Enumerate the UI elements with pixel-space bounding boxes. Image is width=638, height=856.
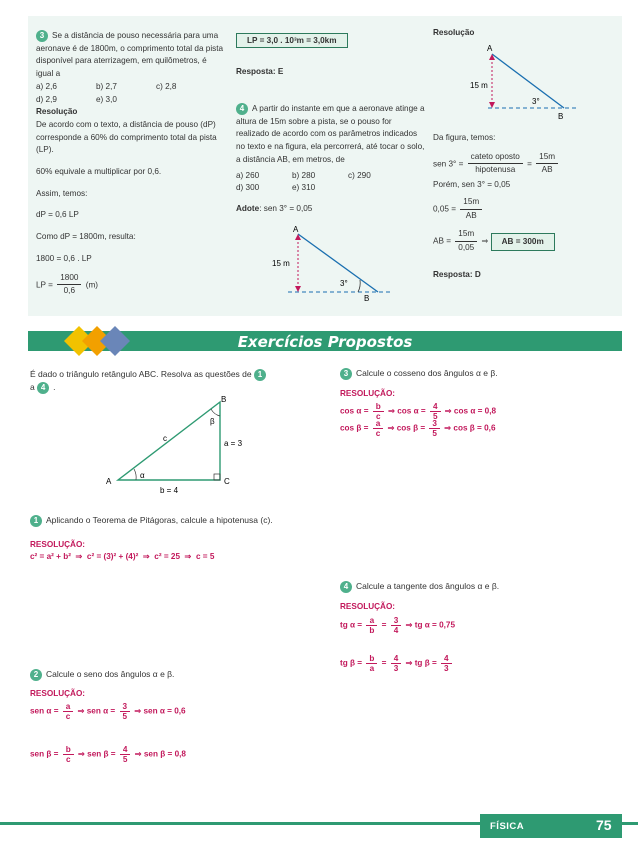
ex1-resolution-label: RESOLUÇÃO: bbox=[30, 540, 86, 549]
ex4-statement: 4 Calcule a tangente dos ângulos α e β. bbox=[340, 581, 499, 593]
q4-res-label-b: B bbox=[558, 112, 564, 121]
q4-resolution bbox=[433, 132, 613, 281]
q4-res-height-label: 15 m bbox=[470, 81, 488, 90]
ex3-beta-frac2: $\frac{3}{5}$ bbox=[429, 419, 440, 438]
q4-number-badge: 4 bbox=[236, 103, 248, 115]
ex1-number-badge: 1 bbox=[30, 515, 42, 527]
ex2-beta-frac1: $\frac{b}{c}$ bbox=[63, 745, 74, 764]
right-angle-mark bbox=[214, 474, 220, 480]
q4-res-eq1-frac2: $\frac{15m}{AB}$ bbox=[536, 151, 558, 177]
side-c-label: c bbox=[163, 434, 167, 443]
ex4-beta-frac1: $\frac{b}{a}$ bbox=[366, 654, 377, 673]
ex2-beta-line: sen β = $\frac{b}{c}$ ⇒ sen β = $\frac{4}{5}$ ⇒ sen β = 0,8 bbox=[30, 745, 186, 764]
intro-text: É dado o triângulo retângulo ABC. Resolva as questões de 1 a 4 . bbox=[30, 368, 315, 394]
ex2-number-badge: 2 bbox=[30, 669, 42, 681]
banner-title: Exercícios Propostos bbox=[237, 333, 413, 351]
vertex-a: A bbox=[106, 477, 112, 486]
q4-res-eq2-frac: $\frac{15m}{AB}$ bbox=[460, 196, 482, 222]
beta-arc bbox=[211, 409, 220, 416]
ex3-alpha-line: cos α = $\frac{b}{c}$ ⇒ cos α = $\frac{4}{5}$ ⇒ cos α = 0,8 bbox=[340, 402, 497, 421]
q4-res-eq1: sen 3° = $\frac{\text{cateto oposto}}{\text{hipotenusa}}$ = $\frac{15m}{AB}$ bbox=[433, 151, 613, 177]
diamond-blue-icon bbox=[100, 326, 130, 356]
ex2-beta-frac2: $\frac{4}{5}$ bbox=[120, 745, 131, 764]
ex2-alpha-frac2: $\frac{3}{5}$ bbox=[120, 702, 131, 721]
ex1-answer: c² = a² + b² ⇒ c² = (3)² + (4)² ⇒ c² = 25 ⇒ c = 5 bbox=[30, 552, 215, 561]
q3-text3: Assim, temos: bbox=[36, 188, 88, 198]
ex2-alpha-frac1: $\frac{a}{c}$ bbox=[63, 702, 74, 721]
q4-result-box: AB = 300m bbox=[491, 233, 555, 252]
side-b-label: b = 4 bbox=[160, 486, 179, 495]
q4-column bbox=[236, 103, 426, 216]
ex2-alpha-line: sen α = $\frac{a}{c}$ ⇒ sen α = $\frac{3}{5}$ ⇒ sen α = 0,6 bbox=[30, 702, 186, 721]
beta-label: β bbox=[210, 417, 215, 426]
q3-eq3: LP = $\frac{1800}{0,6}$ (m) bbox=[36, 272, 226, 298]
q4-res-eq3: AB = $\frac{15m}{0,05}$ ⇒ AB = 300m bbox=[433, 228, 613, 254]
ex3-alpha-frac2: $\frac{4}{5}$ bbox=[430, 402, 441, 421]
q4-fig-arrow-down bbox=[295, 286, 301, 292]
ex2-statement: 2 Calcule o seno dos ângulos α e β. bbox=[30, 669, 174, 681]
q4-options: a) 260 b) 280 c) 290 d) 300 e) 310 bbox=[236, 170, 371, 193]
page-number: 75 bbox=[596, 817, 612, 833]
q3-resolution-label: Resolução bbox=[36, 107, 78, 117]
q4-adote: Adote: sen 3° = 0,05 bbox=[236, 203, 313, 213]
ex3-resolution-label: RESOLUÇÃO: bbox=[340, 389, 396, 398]
q3-text1: De acordo com o texto, a distância de pouso (dP) corresponde a 60% do comprimento total da pista (LP). bbox=[36, 119, 217, 155]
vertex-b: B bbox=[221, 395, 227, 404]
q4-res-hypotenuse bbox=[492, 54, 564, 108]
ex3-statement: 3 Calcule o cosseno dos ângulos α e β. bbox=[340, 368, 498, 380]
ex4-alpha-frac1: $\frac{a}{b}$ bbox=[366, 616, 377, 635]
ex3-beta-line: cos β = $\frac{a}{c}$ ⇒ cos β = $\frac{3}{5}$ ⇒ cos β = 0,6 bbox=[340, 419, 496, 438]
q4-figure bbox=[268, 224, 398, 304]
q4-resolution-figure bbox=[470, 40, 580, 122]
ex4-resolution-label: RESOLUÇÃO: bbox=[340, 602, 396, 611]
q4-fig-hypotenuse bbox=[298, 234, 378, 292]
triangle-abc bbox=[100, 394, 250, 496]
q4-fig-height-label: 15 m bbox=[272, 259, 290, 268]
q4-fig-angle-arc bbox=[358, 280, 360, 292]
q4-res-angle-label: 3° bbox=[532, 97, 540, 106]
ex3-alpha-frac1: $\frac{b}{c}$ bbox=[373, 402, 384, 421]
ex1-statement: 1 Aplicando o Teorema de Pitágoras, calcule a hipotenusa (c). bbox=[30, 515, 273, 527]
q3-text2: 60% equivale a multiplicar por 0,6. bbox=[36, 167, 162, 177]
ex4-beta-frac3: $\frac{4}{3}$ bbox=[441, 654, 452, 673]
q3-eq2: 1800 = 0,6 . LP bbox=[36, 253, 92, 263]
q4-res-label-a: A bbox=[487, 44, 493, 53]
q4-fig-angle-label: 3° bbox=[340, 279, 348, 288]
ex4-alpha-frac2: $\frac{3}{4}$ bbox=[391, 616, 402, 635]
q3-eq1: dP = 0,6 LP bbox=[36, 210, 79, 220]
q4-answer: Resposta: D bbox=[433, 269, 481, 279]
ex4-beta-frac2: $\frac{4}{3}$ bbox=[391, 654, 402, 673]
q4-res-arrow-down bbox=[489, 102, 495, 108]
q3-column bbox=[36, 30, 226, 298]
ex4-alpha-line: tg α = $\frac{a}{b}$ = $\frac{3}{4}$ ⇒ tg α = 0,75 bbox=[340, 616, 456, 635]
intro-badge-1: 1 bbox=[254, 369, 266, 381]
q4-res-text2: Porém, sen 3° = 0,05 bbox=[433, 180, 511, 190]
q3-text4: Como dP = 1800m, resulta: bbox=[36, 232, 136, 242]
q3-statement: 3 Se a distância de pouso necessária para uma aeronave é de 1800m, o comprimento total da pista disponível para aterrizagem, em quilômetros, é igual a bbox=[36, 31, 224, 79]
intro-badge-4: 4 bbox=[37, 382, 49, 394]
q4-res-eq2: 0,05 = $\frac{15m}{AB}$ bbox=[433, 196, 613, 222]
q4-resolution-label: Resolução bbox=[433, 28, 475, 37]
ex3-number-badge: 3 bbox=[340, 368, 352, 380]
ex3-beta-frac1: $\frac{a}{c}$ bbox=[373, 419, 384, 438]
q4-fig-label-b: B bbox=[364, 294, 370, 303]
q4-res-eq1-frac1: $\frac{\text{cateto oposto}}{\text{hipotenusa}}$ bbox=[468, 151, 523, 177]
vertex-c: C bbox=[224, 477, 230, 486]
alpha-arc bbox=[134, 469, 136, 480]
banner-diamonds bbox=[62, 324, 132, 358]
q3-eq3-fraction: $\frac{1800}{0,6}$ bbox=[57, 272, 81, 298]
q4-res-text1: Da figura, temos: bbox=[433, 133, 496, 142]
ex4-number-badge: 4 bbox=[340, 581, 352, 593]
q3-number-badge: 3 bbox=[36, 30, 48, 42]
alpha-label: α bbox=[140, 471, 145, 480]
q4-res-eq3-frac: $\frac{15m}{0,05}$ bbox=[455, 228, 477, 254]
footer-subject: FÍSICA bbox=[490, 821, 525, 832]
q4-fig-label-a: A bbox=[293, 225, 299, 234]
ex4-beta-line: tg β = $\frac{b}{a}$ = $\frac{4}{3}$ ⇒ tg β = $\frac{4}{3}$ bbox=[340, 654, 454, 673]
ex2-resolution-label: RESOLUÇÃO: bbox=[30, 689, 86, 698]
q3-result-box: LP = 3,0 . 10³m = 3,0km bbox=[236, 33, 348, 48]
q3-answer: Resposta: E bbox=[236, 67, 284, 76]
triangle-shape bbox=[118, 402, 220, 480]
side-a-label: a = 3 bbox=[224, 439, 243, 448]
q4-statement: 4 A partir do instante em que a aeronave atinge a altura de 15m sobre a pista, se o pouso for realizado de acordo com os parâmetros indicados no texto e na figura, ela percorrerá, até tocar o solo, a distância AB, em metros, de bbox=[236, 104, 425, 164]
q3-options: a) 2,6 b) 2,7 c) 2,8 d) 2,9 e) 3,0 bbox=[36, 81, 177, 104]
